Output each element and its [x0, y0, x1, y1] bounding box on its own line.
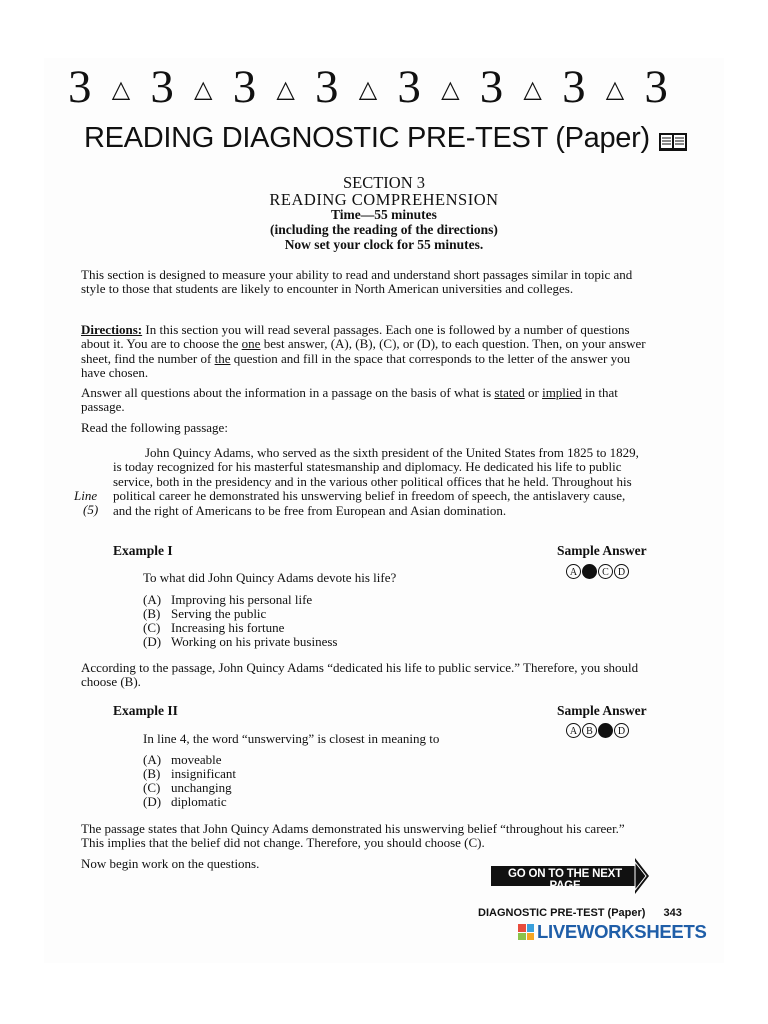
section-banner — [68, 62, 668, 112]
option-text: moveable — [171, 752, 222, 767]
directions-text: question and fill in the space that corresponds to the letter of the answer you have chosen. — [81, 350, 631, 381]
option-text: Improving his personal life — [171, 592, 313, 607]
option-item — [143, 635, 338, 649]
answer-bubble-b-filled: B — [582, 564, 597, 579]
triangle-icon: △ — [111, 77, 131, 103]
option-item — [143, 607, 338, 621]
option-letter: (B) — [143, 766, 161, 781]
implied-word: implied — [542, 385, 582, 400]
option-item — [143, 795, 236, 809]
read-following: Read the following passage: — [81, 420, 228, 435]
intro-paragraph: This section is designed to measure your ability to read and understand short passages similar in topic and style to those that students are likely to encounter in North American universities and colleges. — [81, 267, 633, 297]
directions-one: one — [241, 336, 261, 352]
example-1-answer-bubbles — [566, 564, 629, 579]
banner-number: 3 — [644, 60, 668, 113]
liveworksheets-logo-icon — [518, 924, 534, 940]
option-letter: (C) — [143, 780, 161, 795]
answer-bubble-a: A — [566, 723, 581, 738]
liveworksheets-text: LIVEWORKSHEETS — [537, 921, 707, 942]
option-text: Working on his private business — [171, 634, 338, 649]
option-item — [143, 593, 338, 607]
banner-number: 3 — [397, 60, 421, 113]
example-2-question: In line 4, the word “unswerving” is closest in meaning to — [143, 731, 440, 746]
example-1-explanation: According to the passage, John Quincy Adams “dedicated his life to public service.” Therefore, you should choose (B). — [81, 660, 639, 690]
answer-bubble-c-filled: C — [598, 723, 613, 738]
time-limit: Time—55 minutes — [331, 207, 437, 222]
page-title-text: READING DIAGNOSTIC PRE-TEST (Paper) — [84, 122, 650, 154]
option-text: Increasing his fortune — [171, 620, 285, 635]
option-letter: (D) — [143, 794, 162, 809]
directions-paragraph — [81, 323, 646, 381]
example-1-question: To what did John Quincy Adams devote his life? — [143, 570, 397, 585]
banner-number: 3 — [68, 60, 92, 113]
example-1-options — [143, 593, 338, 649]
option-text: Serving the public — [171, 606, 267, 621]
footer-title: DIAGNOSTIC PRE-TEST (Paper) — [478, 907, 646, 919]
page-footer — [478, 907, 682, 919]
line-number-5: (5) — [83, 502, 99, 517]
directions-text: best answer, (A), (B), (C), or (D), to each question. Then, on your answer sheet, find the number of — [81, 336, 646, 366]
option-letter: (A) — [143, 752, 162, 767]
answer-bubble-d: D — [614, 723, 629, 738]
option-text: insignificant — [171, 766, 236, 781]
liveworksheets-watermark — [518, 921, 707, 943]
stated-word: stated — [494, 385, 525, 400]
clock-instruction: Now set your clock for 55 minutes. — [284, 237, 484, 252]
page-title — [84, 122, 688, 155]
example-2-options — [143, 753, 236, 809]
directions-text: In this section you will read several passages. Each one is followed by a number of questions about it. You are to choose the — [81, 322, 630, 352]
example-2-answer-bubbles — [566, 723, 629, 738]
section-name: READING COMPREHENSION — [269, 190, 499, 209]
option-text: diplomatic — [171, 794, 227, 809]
answer-bubble-d: D — [614, 564, 629, 579]
triangle-icon: △ — [358, 77, 378, 103]
option-letter: (C) — [143, 620, 161, 635]
page-number: 343 — [663, 907, 682, 919]
directions-label: Directions: — [81, 322, 143, 337]
option-item — [143, 767, 236, 781]
answer-all-paragraph — [81, 386, 646, 415]
answer-bubble-c: C — [598, 564, 613, 579]
option-letter: (B) — [143, 606, 161, 621]
triangle-icon: △ — [523, 77, 542, 103]
option-item — [143, 753, 236, 767]
answer-all-text: Answer all questions about the information in a passage on the basis of what is — [81, 385, 495, 400]
option-text: unchanging — [171, 780, 232, 795]
reading-passage: John Quincy Adams, who served as the sixth president of the United States from 1825 to 1829, is today recognized for his masterful statesmanship and diplomacy. He dedicated his life to public service, both in the presidency and in the various other political offices that he held. Throughout his political career he demonstrated his unswerving belief in freedom of speech, the antislavery cause, and the right of Americans to be free from European and Asian domination. — [113, 445, 639, 518]
banner-number: 3 — [232, 60, 257, 113]
triangle-icon: △ — [441, 77, 460, 103]
begin-instruction: Now begin work on the questions. — [81, 856, 260, 871]
line-label: Line — [74, 488, 98, 503]
directions-the: the — [214, 350, 231, 366]
sample-answer-label: Sample Answer — [557, 703, 647, 718]
banner-number: 3 — [315, 60, 339, 113]
option-item — [143, 781, 236, 795]
banner-number: 3 — [479, 60, 504, 113]
option-letter: (A) — [143, 592, 162, 607]
option-item — [143, 621, 338, 635]
answer-all-text: or — [524, 385, 543, 400]
triangle-icon: △ — [605, 77, 625, 103]
example-2-explanation: The passage states that John Quincy Adams demonstrated his unswerving belief “throughout his career.” This implies that the belief did not change. Therefore, you should choose (C). — [81, 821, 625, 851]
example-2-label: Example II — [113, 703, 178, 718]
answer-bubble-a: A — [566, 564, 581, 579]
time-note: (including the reading of the directions) — [270, 222, 498, 237]
triangle-icon: △ — [276, 77, 295, 103]
section-number: SECTION 3 — [342, 173, 426, 192]
banner-number: 3 — [562, 60, 586, 113]
sample-answer-label: Sample Answer — [557, 543, 647, 558]
example-1-label: Example I — [113, 543, 173, 558]
triangle-icon: △ — [194, 77, 213, 103]
book-icon — [658, 128, 688, 150]
option-letter: (D) — [143, 634, 162, 649]
banner-number: 3 — [150, 60, 174, 113]
answer-all-text: in that passage. — [81, 385, 618, 415]
next-page-label: GO ON TO THE NEXT PAGE — [508, 868, 622, 892]
next-page-arrow — [489, 856, 651, 896]
answer-bubble-b: B — [582, 723, 597, 738]
